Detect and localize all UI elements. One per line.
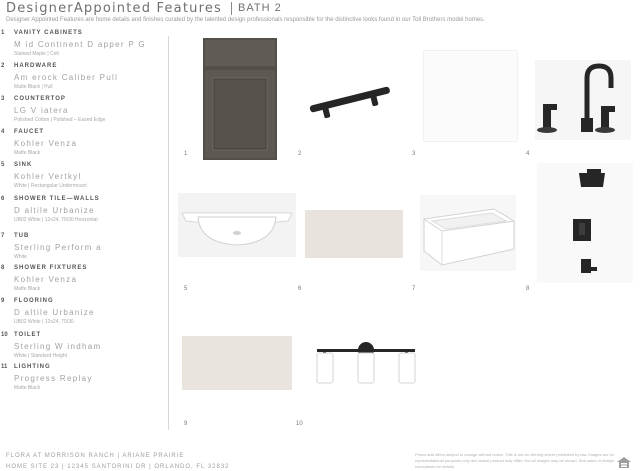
feature-list <box>0 30 166 426</box>
image-number: 1 <box>184 151 188 157</box>
item-detail: White <box>14 254 27 260</box>
community-name: FLORA AT MORRISON RANCH | ARIANE PRAIRIE <box>6 453 185 459</box>
item-category: SHOWER TILE—WALLS <box>14 196 100 202</box>
community-address <box>6 451 230 471</box>
item-number: 4 <box>1 129 5 135</box>
item-name: Kohler Vertkyl <box>14 172 82 181</box>
image-number: 6 <box>298 286 302 292</box>
item-category: TOILET <box>14 332 42 338</box>
item-detail: Matte Black <box>14 286 41 292</box>
item-name: Progress Replay <box>14 374 93 383</box>
sink-image <box>178 193 296 257</box>
item-category: VANITY CABINETS <box>14 30 83 36</box>
item-category: FLOORING <box>14 298 54 304</box>
item-category: SHOWER FIXTURES <box>14 265 88 271</box>
item-category: COUNTERTOP <box>14 96 66 102</box>
cabinet-door-image <box>203 38 277 160</box>
flooring-swatch <box>182 336 292 390</box>
home-site-address: HOME SITE 23 | 12345 SANTORINI DR | ORLANDO, FL 32832 <box>6 464 230 470</box>
room-subtitle: BATH 2 <box>238 2 282 14</box>
item-name: LG V iatera <box>14 106 69 115</box>
item-number: 5 <box>1 162 5 168</box>
item-detail: Matte Black <box>14 150 41 156</box>
image-number: 3 <box>412 151 416 157</box>
vanity-light-image <box>313 339 423 389</box>
item-detail: White | Rectangular Undermount <box>14 183 87 189</box>
shower-tile-swatch <box>305 210 403 258</box>
image-number: 5 <box>184 286 188 292</box>
item-detail: White | Standard Height <box>14 353 67 359</box>
item-name: Am erock Caliber Pull <box>14 73 119 82</box>
item-name: D altile Urbanize <box>14 206 95 215</box>
item-detail: Matte Black | Pull <box>14 84 53 90</box>
item-name: Kohler Venza <box>14 139 78 148</box>
item-detail: Stained Maple | Colt <box>14 51 59 57</box>
item-detail: UB02 White | 12x24, 70/30 Horizontal <box>14 217 98 223</box>
item-name: M id Continent D apper P G <box>14 40 146 49</box>
item-number: 6 <box>1 196 5 202</box>
item-number: 2 <box>1 63 5 69</box>
item-category: FAUCET <box>14 129 44 135</box>
intro-text: Designer Appointed Features are home details and finishes curated by the talented design professionals responsible for the distinctive looks found in our Toll Brothers model homes. <box>6 17 485 23</box>
item-detail: Polished Cotton | Polished – Eased Edge <box>14 117 106 123</box>
item-category: HARDWARE <box>14 63 58 69</box>
image-number: 10 <box>296 421 303 427</box>
faucet-image <box>535 60 631 140</box>
item-number: 7 <box>1 233 5 239</box>
item-number: 3 <box>1 96 5 102</box>
item-detail: Matte Black <box>14 385 41 391</box>
cabinet-pull-image <box>305 86 395 122</box>
bathtub-image <box>420 195 516 271</box>
image-number: 7 <box>412 286 416 292</box>
disclaimer-text: Prices and offers subject to change without notice. This is not an offering where prohibited by law. Images are for representational purposes only and actual product may differ. Not all images may be shown. See sales or design consultants for details. <box>415 452 615 469</box>
item-category: SINK <box>14 162 33 168</box>
image-number: 8 <box>526 286 530 292</box>
item-name: Kohler Venza <box>14 275 78 284</box>
item-number: 1 <box>1 30 5 36</box>
shower-fixtures-image <box>537 163 633 283</box>
item-name: Sterling W indham <box>14 342 102 351</box>
column-divider <box>168 36 169 430</box>
item-number: 8 <box>1 265 5 271</box>
item-number: 9 <box>1 298 5 304</box>
item-number: 11 <box>1 364 8 370</box>
image-number: 2 <box>298 151 302 157</box>
title-divider <box>231 2 232 15</box>
image-number: 4 <box>526 151 530 157</box>
page-title: DesignerAppointed Features <box>6 1 223 16</box>
item-name: Sterling Perform a <box>14 243 102 252</box>
header <box>6 0 636 28</box>
image-number: 9 <box>184 421 188 427</box>
countertop-swatch <box>423 50 518 142</box>
item-category: TUB <box>14 233 30 239</box>
equal-housing-icon <box>617 455 631 466</box>
item-name: D altile Urbanize <box>14 308 95 317</box>
item-detail: UB02 White | 12x24, 70/30 <box>14 319 74 325</box>
item-category: LIGHTING <box>14 364 51 370</box>
item-number: 10 <box>1 332 8 338</box>
